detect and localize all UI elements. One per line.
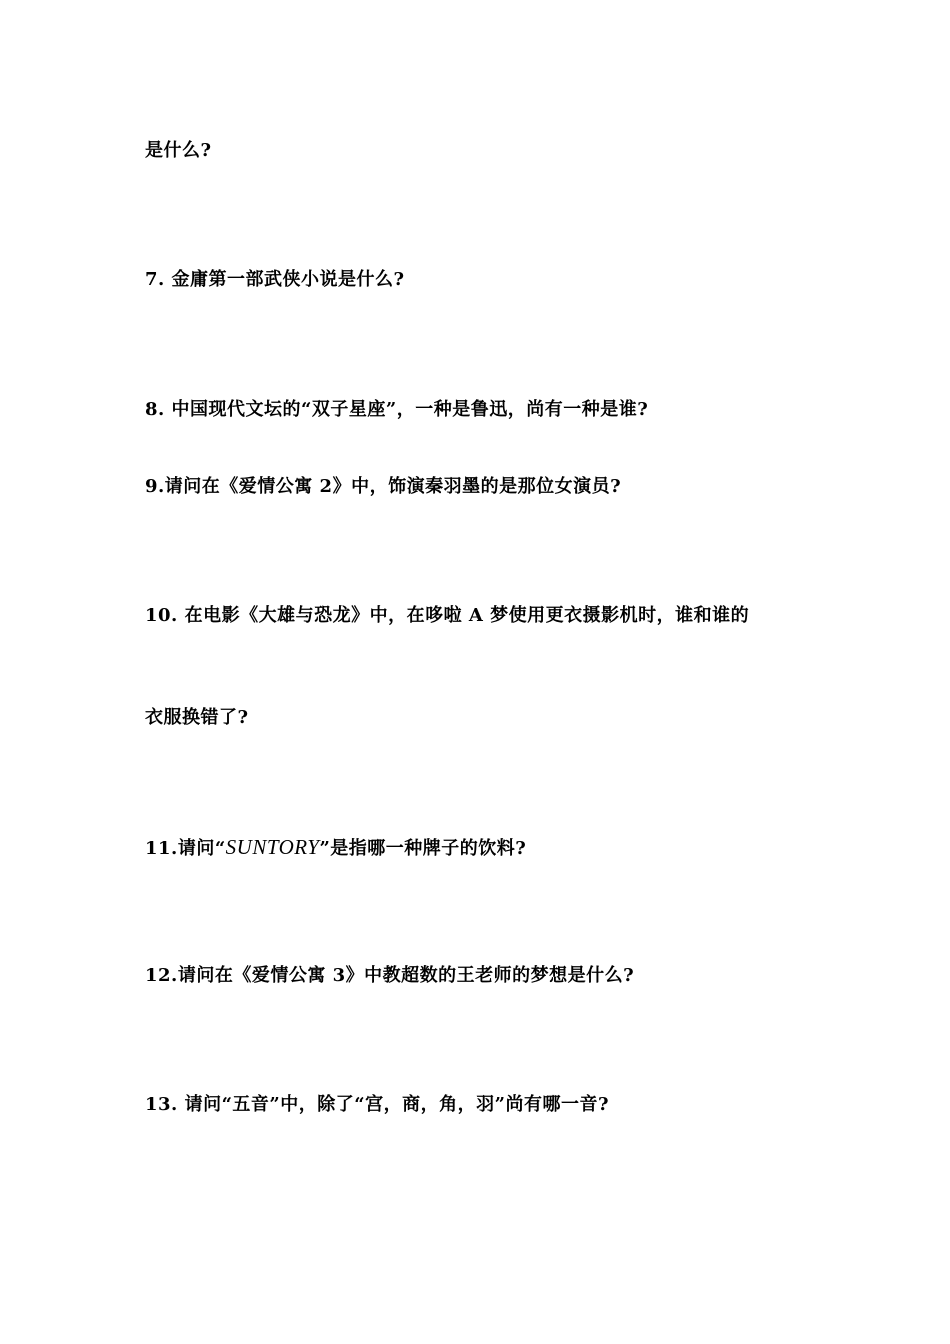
question-12: 12.请问在《爱情公寓 3》中教超数的王老师的梦想是什么? [145,965,635,986]
q6-continuation: 是什么? [145,140,212,161]
question-10-continuation: 衣服换错了? [145,707,249,728]
question-9: 9.请问在《爱情公寓 2》中，饰演秦羽墨的是那位女演员? [145,476,622,497]
question-13: 13. 请问“五音”中，除了“宫，商，角，羽”尚有哪一音? [145,1094,610,1115]
question-11-brand: SUNTORY [225,835,320,859]
question-11 [145,835,526,861]
question-8: 8. 中国现代文坛的“双子星座”，一种是鲁迅，尚有一种是谁? [145,399,649,420]
question-11-prefix: 11.请问“ [145,838,226,859]
question-7: 7. 金庸第一部武侠小说是什么? [145,269,405,290]
question-10: 10. 在电影《大雄与恐龙》中，在哆啦 A 梦使用更衣摄影机时，谁和谁的 [145,605,750,626]
question-11-suffix: ”是指哪一种牌子的饮料? [319,838,527,859]
